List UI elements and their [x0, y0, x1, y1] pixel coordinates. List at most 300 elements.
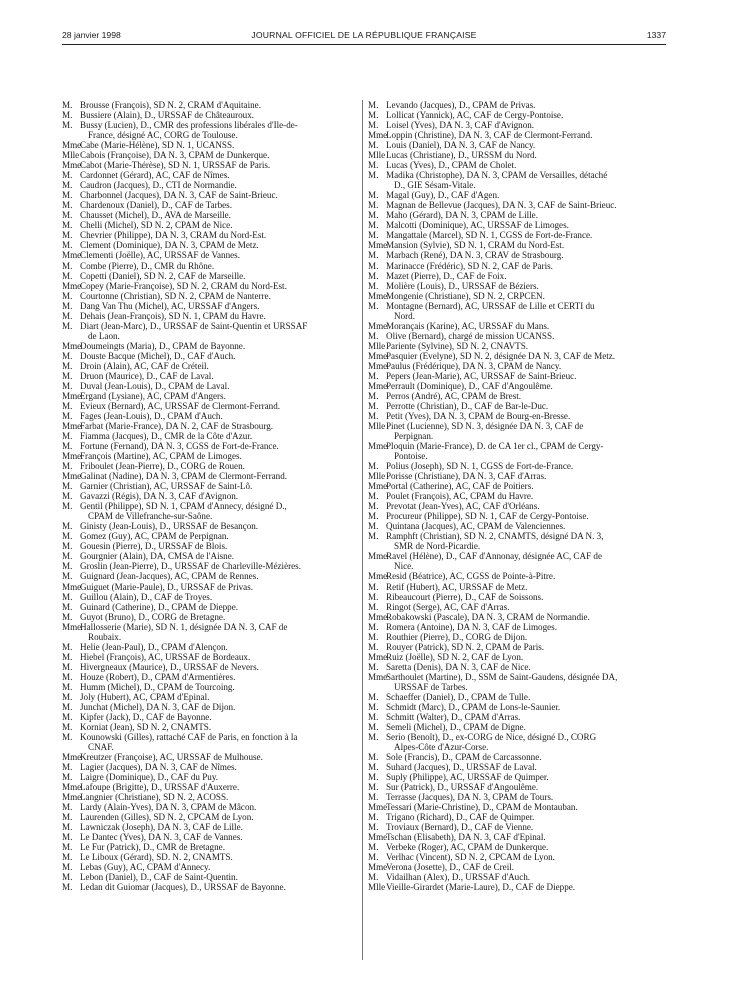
- list-item: [62, 120, 362, 140]
- entry-text: Marinacce (Frédéric), SD N. 2, CAF de Paris.: [386, 260, 553, 271]
- entry-text: Trigano (Richard), D., CAF de Quimper.: [386, 812, 535, 823]
- list-item: [62, 411, 362, 421]
- entry-text: Hiebel (François), AC, URSSAF de Bordeaux.: [80, 651, 251, 662]
- list-item: [62, 421, 362, 431]
- list-item: [368, 521, 668, 531]
- civility-title: M.: [368, 581, 379, 592]
- entry-text: Tschan (Elisabeth), DA N. 3, CAF d'Epinal.: [386, 832, 546, 843]
- civility-title: M.: [62, 310, 73, 321]
- civility-title: M.: [62, 240, 73, 251]
- entry-text: Gouesin (Pierre), D., URSSAF de Blois.: [80, 541, 228, 552]
- civility-title: M.: [368, 160, 379, 171]
- entry-text: Lollicat (Yannick), AC, CAF de Cergy-Pontoise.: [386, 110, 564, 121]
- list-item: [368, 190, 668, 200]
- list-item: [62, 170, 362, 180]
- list-item: [368, 361, 668, 371]
- list-item: [62, 832, 362, 842]
- civility-title: Mme: [62, 782, 82, 793]
- civility-title: Mme: [62, 160, 82, 171]
- entry-text: Chardenoux (Daniel), D., CAF de Tarbes.: [80, 200, 232, 211]
- civility-title: M.: [62, 721, 73, 732]
- list-item: [62, 210, 362, 220]
- entry-text: Combe (Pierre), D., CMR du Rhône.: [80, 260, 215, 271]
- list-item: [368, 702, 668, 712]
- civility-title: Mme: [368, 571, 388, 582]
- civility-title: M.: [368, 230, 379, 241]
- civility-title: M.: [368, 731, 379, 742]
- civility-title: M.: [62, 882, 73, 893]
- list-item: [62, 501, 362, 521]
- civility-title: Mlle: [368, 340, 386, 351]
- entry-text: Perrault (Dominique), D., CAF d'Angoulême.: [386, 380, 553, 391]
- entry-text: Perros (André), AC, CPAM de Brest.: [386, 390, 522, 401]
- list-item: [62, 261, 362, 271]
- civility-title: M.: [368, 621, 379, 632]
- civility-title: M.: [62, 481, 73, 492]
- entry-text: Pariente (Sylvine), SD N. 2, CNAVTS.: [386, 340, 529, 351]
- entry-text-continued: SMR de Nord-Picardie.: [394, 541, 481, 552]
- civility-title: M.: [62, 681, 73, 692]
- list-item: [368, 732, 668, 752]
- list-item: [368, 612, 668, 622]
- list-item: [62, 351, 362, 361]
- entry-text: Loisel (Yves), DA N. 3, CAF d'Avignon.: [386, 120, 535, 131]
- civility-title: M.: [62, 571, 73, 582]
- civility-title: M.: [368, 501, 379, 512]
- list-item: [62, 852, 362, 862]
- civility-title: M.: [62, 852, 73, 863]
- list-item: [62, 812, 362, 822]
- civility-title: M.: [368, 260, 379, 271]
- entry-text: Cardonnet (Gérard), AC, CAF de Nîmes.: [80, 170, 230, 181]
- entry-text: Charbonnel (Jacques), DA N. 3, CAF de Saint-Brieuc.: [80, 190, 278, 201]
- list-item: [62, 682, 362, 692]
- entry-text: Retif (Hubert), AC, URSSAF de Metz.: [386, 581, 528, 592]
- list-item: [368, 130, 668, 140]
- entry-text: Groslin (Jean-Pierre), D., URSSAF de Charleville-Mézières.: [80, 561, 301, 572]
- list-item: [368, 481, 668, 491]
- civility-title: Mlle: [368, 882, 386, 893]
- list-item: [368, 391, 668, 401]
- civility-title: M.: [368, 521, 379, 532]
- civility-title: M.: [368, 370, 379, 381]
- civility-title: M.: [62, 601, 73, 612]
- list-item: [368, 511, 668, 521]
- entry-text-continued: France, désigné AC, CORG de Toulouse.: [88, 130, 238, 141]
- civility-title: M.: [62, 541, 73, 552]
- civility-title: M.: [368, 410, 379, 421]
- entry-text: Joly (Hubert), AC, CPAM d'Epinal.: [80, 691, 210, 702]
- entry-text: Romera (Antoine), DA N. 3, CAF de Limoges.: [386, 621, 557, 632]
- list-item: [62, 491, 362, 501]
- list-item: [62, 291, 362, 301]
- civility-title: Mme: [62, 340, 82, 351]
- entry-text: Cabot (Marie-Thérèse), SD N. 1, URSSAF de Paris.: [80, 160, 271, 171]
- entry-text: Caudron (Jacques), D., CTI de Normandie.: [80, 180, 237, 191]
- list-item: [62, 140, 362, 150]
- list-item: [368, 210, 668, 220]
- list-item: [368, 762, 668, 772]
- list-item: [62, 872, 362, 882]
- left-column: [62, 100, 362, 892]
- entry-text: Clementi (Joëlle), AC, URSSAF de Vannes.: [80, 250, 240, 261]
- list-item: [62, 822, 362, 832]
- list-item: [368, 160, 668, 170]
- civility-title: M.: [62, 100, 73, 110]
- list-item: [368, 872, 668, 882]
- entry-text-continued: Roubaix.: [88, 631, 122, 642]
- list-item: [368, 331, 668, 341]
- entry-text: Pepers (Jean-Marie), AC, URSSAF de Saint-Brieuc.: [386, 370, 577, 381]
- civility-title: M.: [62, 711, 73, 722]
- list-item: [368, 321, 668, 331]
- list-item: [368, 381, 668, 391]
- right-column: [368, 100, 668, 892]
- list-item: [368, 782, 668, 792]
- civility-title: Mme: [368, 802, 388, 813]
- civility-title: Mme: [62, 421, 82, 431]
- civility-title: M.: [62, 170, 73, 181]
- entry-text: Molière (Louis), D., URSSAF de Béziers.: [386, 280, 539, 291]
- civility-title: M.: [368, 330, 379, 341]
- entry-text: Magal (Guy), D., CAF d'Agen.: [386, 190, 500, 201]
- entry-text-continued: Nord.: [394, 310, 415, 321]
- entry-text: Poulet (François), AC, CPAM du Havre.: [386, 491, 534, 502]
- list-item: [62, 190, 362, 200]
- entry-text: Suply (Philippe), AC, URSSAF de Quimper.: [386, 772, 549, 783]
- list-item: [62, 642, 362, 652]
- list-item: [62, 100, 362, 110]
- entry-text: Sur (Patrick), D., URSSAF d'Angoulême.: [386, 782, 539, 793]
- civility-title: M.: [62, 691, 73, 702]
- list-item: [62, 361, 362, 371]
- list-item: [62, 531, 362, 541]
- list-item: [62, 712, 362, 722]
- entry-text: Bussiere (Alain), D., URSSAF de Châteauroux.: [80, 110, 255, 121]
- civility-title: Mme: [62, 451, 82, 462]
- list-item: [368, 842, 668, 852]
- civility-title: M.: [62, 260, 73, 271]
- list-item: [62, 220, 362, 230]
- list-item: [62, 341, 362, 351]
- civility-title: M.: [368, 190, 379, 201]
- civility-title: M.: [368, 461, 379, 472]
- entry-text: Le Liboux (Gérard), SD. N. 2, CNAMTS.: [80, 852, 233, 863]
- entry-text: Tessari (Marie-Christine), D., CPAM de Montauban.: [386, 802, 578, 813]
- civility-title: M.: [62, 491, 73, 502]
- civility-title: M.: [368, 721, 379, 732]
- entry-text: Lardy (Alain-Yves), DA N. 3, CPAM de Mâcon.: [80, 802, 257, 813]
- entry-text: Le Fur (Patrick), D., CMR de Bretagne.: [80, 842, 225, 853]
- list-item: [368, 120, 668, 130]
- list-item: [62, 692, 362, 702]
- entry-text: Ramphft (Christian), SD N. 2, CNAMTS, désigné DA N. 3,: [386, 531, 604, 542]
- entry-text: Laigre (Dominique), D., CAF du Puy.: [80, 772, 219, 783]
- entry-text: Suhard (Jacques), D., URSSAF de Laval.: [386, 762, 537, 773]
- list-item: [368, 230, 668, 240]
- list-item: [62, 762, 362, 772]
- list-item: [368, 812, 668, 822]
- civility-title: M.: [62, 872, 73, 883]
- list-item: [62, 281, 362, 291]
- list-item: [62, 792, 362, 802]
- entry-text: Lucas (Yves), D., CPAM de Cholet.: [386, 160, 517, 171]
- entry-text: Chelli (Michel), SD N. 2, CPAM de Nice.: [80, 220, 233, 231]
- civility-title: Mme: [62, 250, 82, 261]
- entry-text: Lebon (Daniel), D., CAF de Saint-Quentin.: [80, 872, 238, 883]
- entry-text: Humm (Michel), D., CPAM de Tourcoing.: [80, 681, 235, 692]
- entry-text: Kounowski (Gilles), rattaché CAF de Paris, en fonction à la: [80, 731, 298, 742]
- civility-title: M.: [62, 180, 73, 191]
- entry-text: Portal (Catherine), AC, CAF de Poitiers.: [386, 481, 534, 492]
- list-item: [62, 571, 362, 581]
- entry-text: Evieux (Bernard), AC, URSSAF de Clermont-Ferrand.: [80, 400, 281, 411]
- list-item: [368, 250, 668, 260]
- list-item: [62, 862, 362, 872]
- entry-text: Vidailhan (Alex), D., URSSAF d'Auch.: [386, 872, 531, 883]
- list-item: [368, 882, 668, 892]
- civility-title: M.: [62, 380, 73, 391]
- list-item: [62, 561, 362, 571]
- list-item: [62, 250, 362, 260]
- entry-text: Madika (Christophe), DA N. 3, CPAM de Versailles, détaché: [386, 170, 608, 181]
- entry-text: Sole (Francis), D., CPAM de Carcassonne.: [386, 752, 542, 763]
- civility-title: M.: [368, 390, 379, 401]
- entry-text: Routhier (Pierre), D., CORG de Dijon.: [386, 631, 528, 642]
- civility-title: M.: [62, 551, 73, 562]
- list-item: [368, 341, 668, 351]
- entry-text: Diart (Jean-Marc), D., URSSAF de Saint-Quentin et URSSAF: [80, 320, 308, 331]
- civility-title: M.: [368, 220, 379, 231]
- civility-title: M.: [62, 531, 73, 542]
- entry-text: Duval (Jean-Louis), D., CPAM de Laval.: [80, 380, 230, 391]
- entry-text: Morançais (Karine), AC, URSSAF du Mans.: [386, 320, 550, 331]
- list-item: [368, 401, 668, 411]
- civility-title: M.: [368, 872, 379, 883]
- entry-text: Guillou (Alain), D., CAF de Troyes.: [80, 591, 213, 602]
- entry-text: Pinet (Lucienne), SD N. 3, désignée DA N. 3, CAF de: [386, 421, 584, 431]
- list-item: [62, 311, 362, 321]
- civility-title: M.: [62, 802, 73, 813]
- civility-title: M.: [368, 631, 379, 642]
- entry-text-continued: Alpes-Côte d'Azur-Corse.: [394, 742, 489, 752]
- entry-text: Le Dantec (Yves), DA N. 3, CAF de Vannes.: [80, 832, 243, 843]
- entry-text: Ledan dit Guiomar (Jacques), D., URSSAF de Bayonne.: [80, 882, 286, 893]
- civility-title: M.: [62, 120, 73, 131]
- civility-title: M.: [368, 701, 379, 712]
- list-item: [368, 712, 668, 722]
- entry-text: Serio (Benoît), D., ex-CORG de Nice, désigné D., CORG: [386, 731, 597, 742]
- civility-title: M.: [368, 491, 379, 502]
- civility-title: M.: [62, 220, 73, 231]
- entry-text: Polius (Joseph), SD N. 1, CGSS de Fort-de-France.: [386, 461, 574, 472]
- civility-title: M.: [62, 772, 73, 783]
- entry-text: Troviaux (Bernard), D., CAF de Vienne.: [386, 822, 534, 833]
- entry-text: Droin (Alain), AC, CAF de Créteil.: [80, 360, 209, 371]
- header-rule: [62, 44, 666, 45]
- entry-text: Verbeke (Roger), AC, CPAM de Dunkerque.: [386, 842, 549, 853]
- list-item: [62, 110, 362, 120]
- civility-title: M.: [368, 280, 379, 291]
- list-item: [62, 622, 362, 642]
- civility-title: M.: [368, 120, 379, 131]
- list-item: [368, 351, 668, 361]
- list-item: [62, 240, 362, 250]
- entry-text: Terrasse (Jacques), DA N. 3, CPAM de Tours.: [386, 792, 554, 803]
- list-item: [62, 582, 362, 592]
- civility-title: Mme: [368, 671, 388, 682]
- entry-text: Sarthoulet (Martine), D., SSM de Saint-Gaudens, désignée DA,: [386, 671, 618, 682]
- civility-title: Mme: [62, 752, 82, 763]
- civility-title: Mme: [368, 441, 388, 452]
- entry-text: Levando (Jacques), D., CPAM de Privas.: [386, 100, 536, 110]
- civility-title: M.: [62, 200, 73, 211]
- civility-title: M.: [368, 752, 379, 763]
- entry-text: Dang Van Thu (Michel), AC, URSSAF d'Angers.: [80, 300, 260, 311]
- civility-title: M.: [368, 210, 379, 221]
- list-item: [368, 220, 668, 230]
- civility-title: M.: [62, 270, 73, 281]
- entry-text: Fortune (Fernand), DA N. 3, CGSS de Fort-de-France.: [80, 441, 279, 452]
- entry-text: Copey (Marie-Françoise), SD N. 2, CRAM du Nord-Est.: [80, 280, 287, 291]
- civility-title: M.: [62, 611, 73, 622]
- list-item: [368, 291, 668, 301]
- entry-text: Helie (Jean-Paul), D., CPAM d'Alençon.: [80, 641, 228, 652]
- entry-text: Perrotte (Christian), D., CAF de Bar-le-Duc.: [386, 400, 549, 411]
- list-item: [62, 371, 362, 381]
- civility-title: Mme: [368, 240, 388, 251]
- civility-title: M.: [62, 290, 73, 301]
- entry-text-continued: de Laon.: [88, 330, 120, 341]
- civility-title: Mme: [62, 792, 82, 803]
- civility-title: Mme: [368, 350, 388, 361]
- entry-text: Olive (Bernard), chargé de mission UCANSS.: [386, 330, 555, 341]
- list-item: [62, 461, 362, 471]
- entry-text: Ginisty (Jean-Louis), D., URSSAF de Besançon.: [80, 521, 259, 532]
- civility-title: M.: [62, 110, 73, 121]
- civility-title: M.: [62, 671, 73, 682]
- list-item: [62, 431, 362, 441]
- entry-text: Schmitt (Walter), D., CPAM d'Arras.: [386, 711, 521, 722]
- civility-title: Mme: [368, 360, 388, 371]
- civility-title: M.: [62, 651, 73, 662]
- entry-text-continued: CNAF.: [88, 742, 114, 752]
- entry-text: Hivergneaux (Maurice), D., URSSAF de Nevers.: [80, 661, 259, 672]
- civility-title: M.: [62, 210, 73, 221]
- civility-title: M.: [368, 782, 379, 793]
- entry-text: Marbach (René), DA N. 3, CRAV de Strasbourg.: [386, 250, 564, 261]
- list-item: [62, 772, 362, 782]
- entry-text: Fages (Jean-Louis), D., CPAM d'Auch.: [80, 410, 223, 421]
- list-item: [368, 652, 668, 662]
- civility-title: M.: [368, 641, 379, 652]
- civility-title: M.: [62, 661, 73, 672]
- civility-title: M.: [368, 531, 379, 542]
- entry-text: Ergand (Lysiane), AC, CPAM d'Angers.: [80, 390, 226, 401]
- civility-title: Mme: [368, 380, 388, 391]
- entry-text-continued: CPAM de Villefranche-sur-Saône.: [88, 511, 213, 522]
- civility-title: M.: [62, 230, 73, 241]
- list-item: [62, 782, 362, 792]
- entry-text: Lebas (Guy), AC, CPAM d'Annecy.: [80, 862, 211, 873]
- list-item: [368, 271, 668, 281]
- entry-text: Ribeaucourt (Pierre), D., CAF de Soissons.: [386, 591, 544, 602]
- entry-text: Ravel (Hélène), D., CAF d'Annonay, désignée AC, CAF de: [386, 551, 602, 562]
- entry-text: Procureur (Philippe), SD N. 1, CAF de Cergy-Pontoise.: [386, 511, 589, 522]
- civility-title: M.: [62, 762, 73, 773]
- list-item: [368, 531, 668, 551]
- list-item: [62, 592, 362, 602]
- list-item: [368, 281, 668, 291]
- entry-text: Fiamma (Jacques), D., CMR de la Côte d'Azur.: [80, 431, 253, 442]
- civility-title: M.: [62, 431, 73, 442]
- civility-title: M.: [368, 852, 379, 863]
- list-item: [368, 371, 668, 381]
- civility-title: M.: [368, 591, 379, 602]
- entry-text: Gentil (Philippe), SD N. 1, CPAM d'Annecy, désigné D.,: [80, 501, 287, 512]
- entry-text: Vieille-Girardet (Marie-Laure), D., CAF de Dieppe.: [386, 882, 576, 893]
- list-item: [62, 381, 362, 391]
- entry-text: Loppin (Christine), DA N. 3, CAF de Clermont-Ferrand.: [386, 130, 593, 141]
- civility-title: M.: [368, 822, 379, 833]
- entry-text: Farbat (Marie-France), DA N. 2, CAF de Strasbourg.: [80, 421, 274, 431]
- entry-text: Druon (Maurice), D., CAF de Laval.: [80, 370, 214, 381]
- entry-text: Clement (Dominique), DA N. 3, CPAM de Metz.: [80, 240, 259, 251]
- entry-text: Cabois (Françoise), DA N. 3, CPAM de Dunkerque.: [80, 150, 270, 161]
- entry-text: Verona (Josette), D., CAF de Creil.: [386, 862, 515, 873]
- list-item: [62, 200, 362, 210]
- civility-title: Mme: [62, 140, 82, 151]
- entry-text: Brousse (François), SD N. 2, CRAM d'Aquitaine.: [80, 100, 261, 110]
- entry-text: François (Martine), AC, CPAM de Limoges.: [80, 451, 242, 462]
- civility-title: M.: [62, 731, 73, 742]
- entry-text: Chevrier (Philippe), DA N. 3, CRAM du Nord-Est.: [80, 230, 267, 241]
- civility-title: Mlle: [368, 150, 386, 161]
- civility-title: M.: [62, 862, 73, 873]
- header-page-number: 1337: [646, 30, 666, 40]
- list-item: [368, 662, 668, 672]
- civility-title: M.: [368, 601, 379, 612]
- entry-text: Lucas (Christiane), D., URSSM du Nord.: [386, 150, 537, 161]
- civility-title: Mlle: [368, 421, 386, 431]
- list-item: [62, 441, 362, 451]
- list-item: [368, 421, 668, 441]
- civility-title: Mme: [368, 290, 388, 301]
- civility-title: M.: [62, 561, 73, 572]
- civility-title: M.: [368, 812, 379, 823]
- civility-title: M.: [368, 300, 379, 311]
- civility-title: Mme: [62, 280, 82, 291]
- list-item: [368, 471, 668, 481]
- entry-text: Lawniczak (Joseph), DA N. 3, CAF de Lille.: [80, 822, 243, 833]
- civility-title: M.: [368, 400, 379, 411]
- list-item: [368, 110, 668, 120]
- civility-title: Mlle: [368, 471, 386, 482]
- list-item: [368, 602, 668, 612]
- civility-title: Mlle: [62, 150, 80, 161]
- entry-text: Junchat (Michel), DA N. 3, CAF de Dijon.: [80, 701, 236, 712]
- entry-text: Cabe (Marie-Hélène), SD N. 1, UCANSS.: [80, 140, 235, 151]
- entry-text: Korniat (Jean), SD N. 2, CNAMTS.: [80, 721, 212, 732]
- civility-title: M.: [368, 250, 379, 261]
- list-item: [62, 451, 362, 461]
- list-item: [62, 180, 362, 190]
- list-item: [62, 882, 362, 892]
- list-item: [368, 692, 668, 702]
- civility-title: M.: [62, 370, 73, 381]
- list-item: [62, 752, 362, 762]
- list-item: [62, 672, 362, 682]
